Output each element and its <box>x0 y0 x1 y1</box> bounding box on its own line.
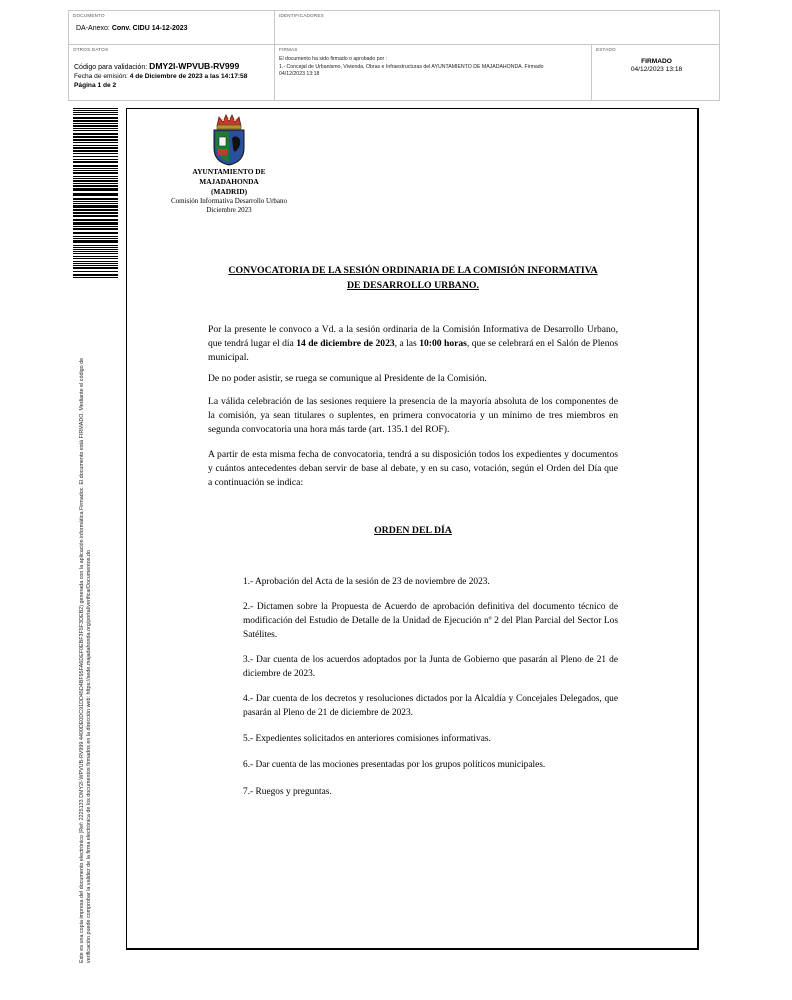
header-documento-cell <box>68 10 275 45</box>
side-text-line1: Este es una copia impresa del documento electrónico (Ref: 2225133 DMY2I-WPVUB-RV999 4400DE0DC91DD45D4BF95FA6DEF0EBF3F5F3DEB2) generada con la aplicación informática Firmadoc. El documento está FIRMADO. Mediante el código de <box>79 357 85 963</box>
org-line-comision: Comisión Informativa Desarrollo Urbano <box>170 197 288 205</box>
p1-date: 14 de diciembre de 2023 <box>296 338 395 350</box>
estado-label: ESTADO <box>596 47 616 52</box>
header-firmas-cell <box>274 44 592 101</box>
codigo-label: Código para validación: <box>74 64 148 71</box>
estado-date: 04/12/2023 13:18 <box>630 66 683 73</box>
agenda-item-6: 6.- Dar cuenta de las mociones presentadas por los grupos políticos municipales. <box>243 760 546 770</box>
header-estado-cell <box>591 44 720 101</box>
firmas-line2: 1.- Concejal de Urbanismo, Vivienda, Obras e Infraestructuras del AYUNTAMIENTO DE MAJADAHONDA. Firmado <box>279 64 544 70</box>
title-line1: CONVOCATORIA DE LA SESIÓN ORDINARIA DE LA COMISIÓN INFORMATIVA <box>228 265 598 276</box>
org-line-madrid: (MADRID) <box>210 187 248 196</box>
firmas-label: FIRMAS <box>279 47 298 52</box>
estado-value: FIRMADO <box>641 58 672 65</box>
p1-text-c: , que se celebrará en el Salón de Plenos municipal. <box>208 338 619 364</box>
title-line2: DE DESARROLLO URBANO. <box>346 280 479 291</box>
org-line-fecha: Diciembre 2023 <box>206 206 252 214</box>
fecha-line <box>74 72 247 81</box>
document-title <box>200 263 626 293</box>
identificadores-label: IDENTIFICADORES <box>279 13 324 18</box>
agenda-item-1: 1.- Aprobación del Acta de la sesión de 23 de noviembre de 2023. <box>243 577 490 587</box>
otros-datos-label: OTROS DATOS <box>73 47 109 52</box>
p1-text-a: Por la presente le convoco a Vd. a la sesión ordinaria de la Comisión Informativa de Desarrollo Urbano, que tendrá lugar el día <box>208 324 618 350</box>
firmas-line1: El documento ha sido firmado o aprobado por : <box>279 56 388 62</box>
agenda-item-5: 5.- Expedientes solicitados en anteriores comisiones informativas. <box>243 734 491 744</box>
fecha-label: Fecha de emisión: <box>74 73 128 80</box>
documento-value-line <box>76 24 188 33</box>
p1-text-b: , a las <box>394 338 420 350</box>
side-verification-text <box>79 303 93 963</box>
side-text-line2: verificación puede comprobar la validez de la firma electrónica de los documentos firmados en la dirección web: https://sede.majadahonda.org/portal/verificarDocumentos.do <box>86 550 92 963</box>
municipal-coat-of-arms-icon <box>210 112 248 166</box>
header-otros-cell <box>68 44 275 101</box>
paragraph-asistencia: De no poder asistir, se ruega se comunique al Presidente de la Comisión. <box>208 373 487 384</box>
paragraph-quorum: La válida celebración de las sesiones requiere la presencia de la mayoría absoluta de los componentes de la comisión, ya sean titulares o suplentes, en primera convocatoria y un mínimo de tres miembros en segunda convocatoria una hora más tarde (art. 135.1 del ROF). <box>208 396 618 436</box>
paragraph-documentacion: A partir de esta misma fecha de convocatoria, tendrá a su disposición todos los expedientes y documentos y cuántos antecedentes deban servir de base al debate, y en su caso, votación, según el Orden del Día que a continuación se indica: <box>208 449 618 489</box>
agenda-item-7: 7.- Ruegos y preguntas. <box>243 787 332 797</box>
fecha-value: 4 de Diciembre de 2023 a las 14:17:58 <box>129 73 248 80</box>
codigo-value: DMY2I-WPVUB-RV999 <box>149 61 240 71</box>
agenda-item-2: 2.- Dictamen sobre la Propuesta de Acuerdo de aprobación definitiva del documento técnico de modificación del Estudio de Detalle de la Unidad de Ejecución nº 2 del Plan Parcial del Sector Los Satélites. <box>243 602 618 640</box>
header-identificadores-cell <box>274 10 720 45</box>
agenda-item-4: 4.- Dar cuenta de los decretos y resoluciones dictados por la Alcaldía y Concejales Delegados, que pasarán al Pleno de 21 de diciembre de 2023. <box>243 694 618 718</box>
barcode-icon <box>73 108 118 278</box>
agenda-item-3: 3.- Dar cuenta de los acuerdos adoptados por la Junta de Gobierno que pasarán al Pleno de 21 de diciembre de 2023. <box>243 655 618 679</box>
documento-label: DOCUMENTO <box>73 13 105 18</box>
paragraph-convocatoria <box>208 323 618 366</box>
pagina-indicator: Página 1 de 2 <box>74 82 117 89</box>
documento-prefix: DA-Anexo: <box>76 25 110 32</box>
org-line-ayuntamiento: AYUNTAMIENTO DE <box>192 167 266 176</box>
documento-value: Conv. CIDU 14-12-2023 <box>111 25 188 32</box>
org-line-majadahonda: MAJADAHONDA <box>199 177 259 186</box>
p1-time: 10:00 horas <box>419 338 467 350</box>
firmas-line3: 04/12/2023 13:18 <box>279 71 320 77</box>
orden-del-dia-heading: ORDEN DEL DÍA <box>374 525 452 536</box>
codigo-line <box>74 62 239 72</box>
